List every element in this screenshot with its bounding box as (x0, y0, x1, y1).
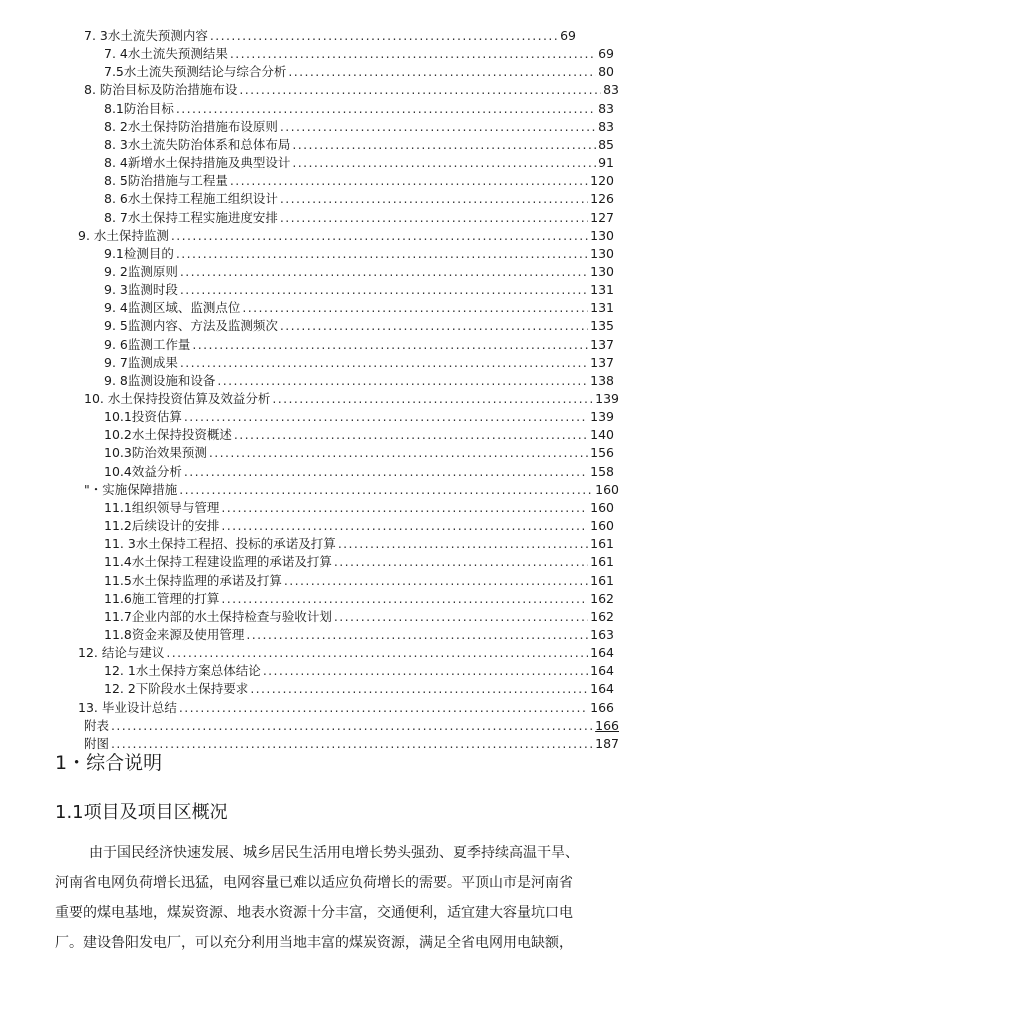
toc-entry[interactable] (104, 353, 614, 371)
toc-dot-leader (338, 536, 588, 552)
toc-entry[interactable] (78, 226, 614, 244)
toc-dot-leader (176, 246, 588, 262)
toc-dot-leader (166, 645, 588, 661)
toc-dot-leader (180, 355, 588, 371)
toc-entry[interactable] (104, 371, 614, 389)
toc-dot-leader (171, 228, 588, 244)
toc-entry[interactable] (104, 298, 614, 316)
toc-entry-page-number: 187 (595, 735, 619, 751)
toc-entry-title: 9. 5监测内容、方法及监测频次 (104, 318, 278, 334)
toc-entry-title: 12. 结论与建议 (78, 645, 165, 661)
toc-entry-page-number: 69 (560, 28, 576, 43)
toc-dot-leader (221, 518, 588, 534)
toc-entry-page-number: 166 (595, 717, 619, 733)
toc-entry[interactable] (104, 407, 614, 425)
toc-dot-leader (292, 137, 596, 153)
toc-dot-leader (239, 82, 601, 98)
toc-entry-title: 9. 3监测时段 (104, 282, 178, 298)
toc-entry-title: 11.8资金来源及使用管理 (104, 626, 245, 642)
toc-entry[interactable] (104, 153, 614, 171)
toc-entry-title: 8. 3水土流失防治体系和总体布局 (104, 136, 291, 152)
toc-entry[interactable] (84, 734, 619, 752)
toc-entry[interactable] (104, 99, 614, 117)
toc-dot-leader (184, 464, 588, 480)
toc-entry-title: 附表 (84, 717, 110, 733)
toc-entry-title: 11.4水土保持工程建设监理的承诺及打算 (104, 554, 332, 570)
toc-entry-title: 10.4效益分析 (104, 463, 182, 479)
toc-entry[interactable] (104, 443, 614, 461)
toc-entry-title: 9. 6监测工作量 (104, 336, 191, 352)
toc-entry-title: 10. 水土保持投资估算及效益分析 (84, 391, 271, 406)
toc-entry-title: 9. 2监测原则 (104, 263, 178, 279)
toc-entry[interactable] (104, 462, 614, 480)
toc-entry-title: 13. 毕业设计总结 (78, 699, 177, 715)
toc-entry-title: 8. 防治目标及防治措施布设 (84, 82, 238, 98)
toc-entry-page-number: 91 (598, 155, 614, 171)
toc-entry[interactable] (104, 552, 614, 570)
section-heading-1: 1・综合说明 (55, 752, 163, 774)
toc-entry-page-number: 130 (590, 263, 614, 279)
toc-entry-page-number: 163 (590, 626, 614, 642)
toc-entry-title: "・实施保障措施 (84, 481, 178, 497)
toc-entry-page-number: 161 (590, 554, 614, 570)
toc-entry-page-number: 83 (598, 100, 614, 116)
toc-entry-title: 9.1检测目的 (104, 245, 174, 261)
toc-entry-page-number: 162 (590, 608, 614, 624)
toc-entry[interactable] (104, 135, 614, 153)
toc-entry-title: 10.1投资估算 (104, 409, 182, 425)
paragraph-line: 重要的煤电基地，煤炭资源、地表水资源十分丰富，交通便利，适宜建大容量坑口电 (55, 905, 573, 921)
toc-entry[interactable] (104, 534, 614, 552)
toc-entry-page-number: 160 (590, 499, 614, 515)
toc-dot-leader (230, 173, 588, 189)
toc-dot-leader (217, 373, 588, 389)
toc-entry[interactable] (104, 335, 614, 353)
toc-entry-title: 11.2后续设计的安排 (104, 518, 220, 534)
toc-entry-page-number: 120 (590, 173, 614, 189)
toc-dot-leader (242, 300, 588, 316)
toc-entry[interactable] (104, 625, 614, 643)
toc-entry[interactable] (104, 607, 614, 625)
toc-dot-leader (111, 718, 593, 734)
toc-entry-page-number: 135 (590, 318, 614, 334)
toc-dot-leader (288, 64, 596, 80)
toc-entry[interactable] (84, 80, 619, 98)
toc-entry[interactable] (104, 262, 614, 280)
toc-entry[interactable] (104, 679, 614, 697)
toc-dot-leader (263, 663, 588, 679)
paragraph-line: 由于国民经济快速发展、城乡居民生活用电增长势头强劲、夏季持续高温干旱、 (89, 845, 579, 861)
toc-entry-title: 8. 4新增水土保持措施及典型设计 (104, 155, 291, 171)
toc-entry-page-number: 83 (603, 82, 619, 98)
toc-entry-title: 9. 4监测区域、监测点位 (104, 300, 241, 316)
toc-entry-title: 8.1防治目标 (104, 100, 174, 116)
toc-dot-leader (230, 46, 596, 62)
toc-entry[interactable] (104, 589, 614, 607)
toc-entry-page-number: 160 (595, 481, 619, 497)
toc-entry-page-number: 140 (590, 427, 614, 443)
toc-entry-title: 9. 7监测成果 (104, 354, 178, 370)
paragraph-line: 河南省电网负荷增长迅猛，电网容量已难以适应负荷增长的需要。平顶山市是河南省 (55, 875, 573, 891)
toc-dot-leader (111, 736, 593, 752)
toc-entry-page-number: 126 (590, 191, 614, 207)
toc-entry-page-number: 127 (590, 209, 614, 225)
toc-entry-page-number: 85 (598, 136, 614, 152)
toc-entry-page-number: 164 (590, 645, 614, 661)
toc-entry-title: 8. 7水土保持工程实施进度安排 (104, 209, 278, 225)
toc-entry[interactable] (104, 316, 614, 334)
toc-entry[interactable] (104, 244, 614, 262)
toc-entry[interactable] (104, 189, 614, 207)
toc-dot-leader (292, 155, 596, 171)
toc-dot-leader (184, 409, 588, 425)
toc-entry[interactable] (104, 571, 614, 589)
toc-entry-title: 9. 水土保持监测 (78, 227, 169, 243)
toc-entry-page-number: 158 (590, 463, 614, 479)
toc-entry-page-number: 69 (598, 46, 614, 62)
toc-dot-leader (180, 264, 588, 280)
toc-entry-page-number: 137 (590, 354, 614, 370)
toc-entry[interactable] (84, 716, 619, 734)
toc-dot-leader (280, 119, 596, 135)
toc-entry-title: 7.5水土流失预测结论与综合分析 (104, 64, 287, 80)
toc-entry-title: 10.3防治效果预测 (104, 445, 207, 461)
toc-entry-page-number: 161 (590, 572, 614, 588)
toc-entry[interactable] (104, 425, 614, 443)
toc-entry-page-number: 164 (590, 681, 614, 697)
toc-entry-title: 8. 6水土保持工程施工组织设计 (104, 191, 278, 207)
toc-dot-leader (209, 445, 588, 461)
toc-entry-page-number: 131 (590, 282, 614, 298)
toc-dot-leader (176, 101, 596, 117)
toc-dot-leader (334, 609, 588, 625)
toc-entry-page-number: 160 (590, 518, 614, 534)
toc-entry[interactable] (78, 698, 614, 716)
toc-entry-title: 11.7企业内部的水土保持检查与验收计划 (104, 608, 332, 624)
toc-dot-leader (280, 191, 588, 207)
toc-dot-leader (179, 482, 593, 498)
toc-entry-title: 10.2水土保持投资概述 (104, 427, 232, 443)
toc-dot-leader (272, 391, 593, 407)
toc-dot-leader (210, 28, 558, 44)
section-heading-1-1: 1.1项目及项目区概况 (55, 802, 228, 823)
toc-dot-leader (284, 573, 588, 589)
toc-entry-title: 7. 4水土流失预测结果 (104, 46, 228, 62)
toc-entry-title: 11.5水土保持监理的承诺及打算 (104, 572, 282, 588)
toc-dot-leader (192, 337, 588, 353)
toc-entry-page-number: 130 (590, 245, 614, 261)
toc-entry-page-number: 139 (595, 391, 619, 406)
toc-entry[interactable] (104, 661, 614, 679)
toc-entry[interactable] (84, 389, 619, 407)
toc-entry-page-number: 166 (590, 699, 614, 715)
toc-dot-leader (280, 210, 588, 226)
toc-entry-title: 11.1组织领导与管理 (104, 499, 220, 515)
toc-entry-page-number: 162 (590, 590, 614, 606)
toc-dot-leader (179, 700, 588, 716)
toc-dot-leader (246, 627, 588, 643)
toc-dot-leader (280, 318, 588, 334)
toc-entry[interactable] (84, 480, 619, 498)
toc-entry-title: 12. 2下阶段水土保持要求 (104, 681, 249, 697)
toc-entry-page-number: 80 (598, 64, 614, 80)
toc-entry[interactable] (104, 117, 614, 135)
toc-dot-leader (234, 427, 588, 443)
toc-entry[interactable] (104, 171, 614, 189)
toc-entry[interactable] (104, 498, 614, 516)
toc-entry[interactable] (84, 26, 576, 44)
toc-dot-leader (180, 282, 588, 298)
toc-dot-leader (221, 591, 588, 607)
toc-entry-title: 12. 1水土保持方案总体结论 (104, 663, 261, 679)
toc-dot-leader (221, 500, 588, 516)
toc-entry[interactable] (104, 44, 614, 62)
toc-entry-page-number: 164 (590, 663, 614, 679)
toc-entry-page-number: 137 (590, 336, 614, 352)
toc-entry[interactable] (104, 516, 614, 534)
toc-entry-page-number: 156 (590, 445, 614, 461)
toc-dot-leader (250, 681, 588, 697)
toc-entry-page-number: 83 (598, 118, 614, 134)
toc-entry-page-number: 139 (590, 409, 614, 425)
toc-entry-title: 附图 (84, 735, 110, 751)
toc-entry-title: 11. 3水土保持工程招、投标的承诺及打算 (104, 536, 336, 552)
toc-entry[interactable] (78, 643, 614, 661)
toc-entry-title: 8. 2水土保持防治措施布设原则 (104, 118, 278, 134)
toc-entry[interactable] (104, 280, 614, 298)
toc-entry-page-number: 131 (590, 300, 614, 316)
toc-dot-leader (334, 554, 588, 570)
toc-entry-title: 9. 8监测设施和设备 (104, 372, 216, 388)
toc-entry-title: 11.6施工管理的打算 (104, 590, 220, 606)
toc-entry-page-number: 161 (590, 536, 614, 552)
toc-entry-page-number: 130 (590, 227, 614, 243)
toc-entry[interactable] (104, 62, 614, 80)
paragraph-line: 厂。建设鲁阳发电厂，可以充分利用当地丰富的煤炭资源，满足全省电网用电缺额， (55, 935, 573, 951)
toc-entry-title: 7. 3水土流失预测内容 (84, 28, 208, 43)
toc-entry[interactable] (104, 208, 614, 226)
toc-entry-page-number: 138 (590, 372, 614, 388)
toc-entry-title: 8. 5防治措施与工程量 (104, 173, 228, 189)
